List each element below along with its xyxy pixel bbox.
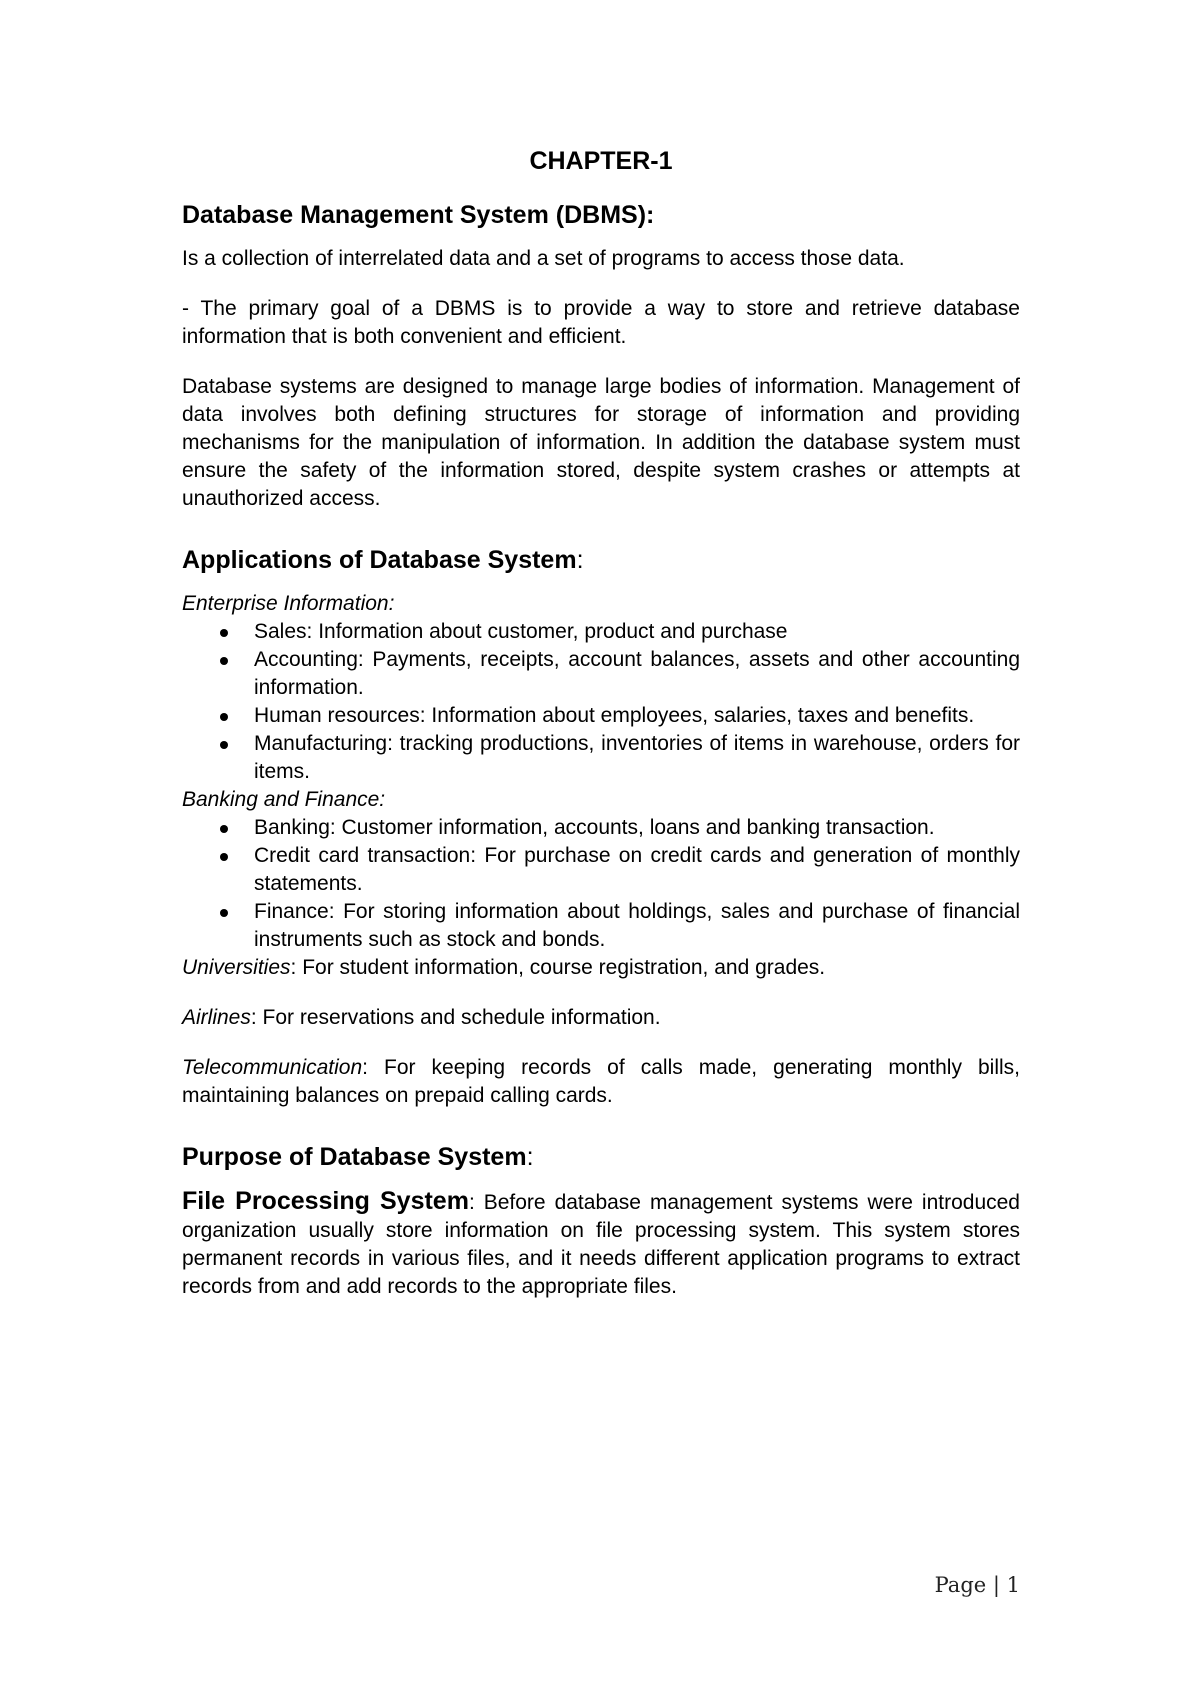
chapter-title: CHAPTER-1: [529, 147, 673, 175]
purpose-heading-colon: :: [526, 1143, 534, 1171]
list-item: Sales: Information about customer, product and purchase: [254, 618, 1020, 646]
dbms-definition: Is a collection of interrelated data and a set of programs to access those data.: [182, 247, 905, 270]
purpose-heading-text: Purpose of Database System: [182, 1143, 527, 1171]
list-item: Human resources: Information about employees, salaries, taxes and benefits.: [254, 702, 1020, 730]
dbms-description: Database systems are designed to manage large bodies of information. Management of data involves both defining structures for storage of information and providing mechanisms for the manipulation of information. In addition the database system must ensure the safety of the information stored, despite system crashes or attempts at unauthorized access.: [182, 375, 1020, 510]
page-content: [182, 144, 1020, 1301]
banking-list: [182, 814, 1020, 954]
file-processing-text: : Before database management systems were introduced organization usually store information on file processing system. This system stores permanent records in various files, and it needs different application programs to extract records from and add records to the appropriate files.: [182, 1191, 1020, 1298]
dbms-goal: - The primary goal of a DBMS is to provide a way to store and retrieve database information that is both convenient and efficient.: [182, 297, 1020, 348]
airlines-text: : For reservations and schedule information.: [250, 1006, 661, 1029]
purpose-heading: [182, 1140, 1020, 1174]
telecom-paragraph: [182, 1054, 1020, 1110]
telecom-label: Telecommunication: [182, 1056, 363, 1079]
applications-heading-text: Applications of Database System: [182, 546, 577, 574]
applications-heading-colon: :: [576, 546, 584, 574]
enterprise-label: Enterprise Information:: [182, 592, 395, 615]
list-item: Accounting: Payments, receipts, account balances, assets and other accounting information.: [254, 646, 1020, 702]
banking-label: Banking and Finance:: [182, 788, 386, 811]
page-number: Page | 1: [934, 1573, 1020, 1597]
file-processing-paragraph: [182, 1187, 1020, 1301]
universities-text: : For student information, course registration, and grades.: [290, 956, 826, 979]
dbms-heading: Database Management System (DBMS):: [182, 201, 655, 229]
applications-heading: [182, 543, 1020, 577]
file-processing-label: File Processing System: [182, 1187, 469, 1215]
universities-paragraph: [182, 954, 1020, 982]
universities-label: Universities: [182, 956, 291, 979]
telecom-text: : For keeping records of calls made, generating monthly bills, maintaining balances on prepaid calling cards.: [182, 1056, 1020, 1107]
airlines-paragraph: [182, 1004, 1020, 1032]
list-item: Credit card transaction: For purchase on credit cards and generation of monthly statements.: [254, 842, 1020, 898]
airlines-label: Airlines: [182, 1006, 251, 1029]
list-item: Manufacturing: tracking productions, inventories of items in warehouse, orders for items.: [254, 730, 1020, 786]
enterprise-list: [182, 618, 1020, 786]
list-item: Finance: For storing information about holdings, sales and purchase of financial instruments such as stock and bonds.: [254, 898, 1020, 954]
list-item: Banking: Customer information, accounts, loans and banking transaction.: [254, 814, 1020, 842]
